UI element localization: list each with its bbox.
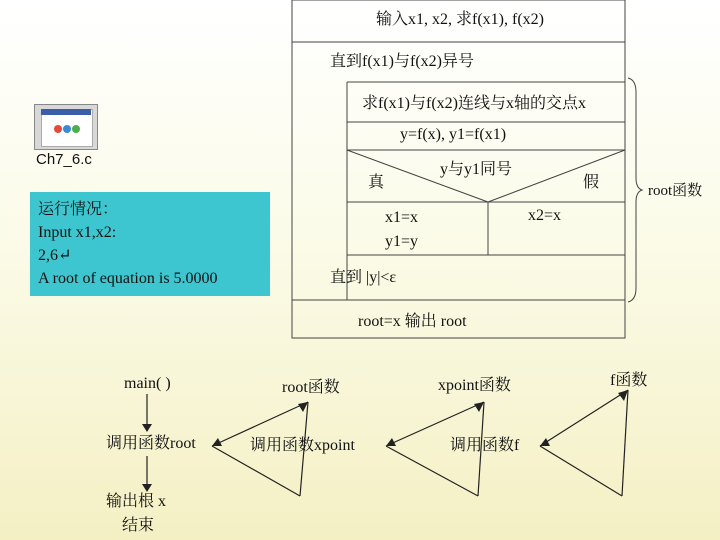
file-icon-glyphs [53,121,81,137]
nsd-false-branch: x2=x [528,207,562,224]
nsd-until-sign: 直到f(x1)与f(x2)异号 [330,53,474,70]
run-result: A root of equation is 5.0000 [38,270,218,287]
nsd-true-branch-1: x1=x [385,209,419,226]
file-icon[interactable] [34,104,98,150]
run-input: 2,6↵ [38,247,72,264]
nsd-compute-y: y=f(x), y1=f(x1) [400,126,507,143]
main-function: main( ) [124,375,171,392]
f-function: f函数 [610,372,648,389]
nsd-condition: y与y1同号 [440,161,513,178]
nsd-input: 输入x1, x2, 求f(x1), f(x2) [376,11,544,28]
end-label: 结束 [122,517,155,534]
nsd-until-eps: 直到 |y|<ε [330,269,397,286]
run-output-box [30,192,270,296]
run-prompt: Input x1,x2: [38,224,117,241]
file-icon-titlebar [41,109,91,115]
nsd-true-branch-2: y1=y [385,233,419,250]
nsd-output: root=x 输出 root [358,313,467,330]
run-title: 运行情况： [38,201,119,218]
xpoint-function: xpoint函数 [438,377,511,394]
nsd-true-label: 真 [368,174,385,191]
nsd-brace-label: root函数 [648,183,703,199]
call-root: 调用函数root [106,435,196,452]
nsd-compute-x: 求f(x1)与f(x2)连线与x轴的交点x [362,95,586,112]
call-f: 调用函数f [450,437,520,454]
file-name[interactable]: Ch7_6.c [36,151,92,168]
call-xpoint: 调用函数xpoint [250,437,355,454]
root-function: root函数 [282,379,340,396]
nsd-false-label: 假 [583,174,600,191]
output-root: 输出根 x [106,493,167,510]
